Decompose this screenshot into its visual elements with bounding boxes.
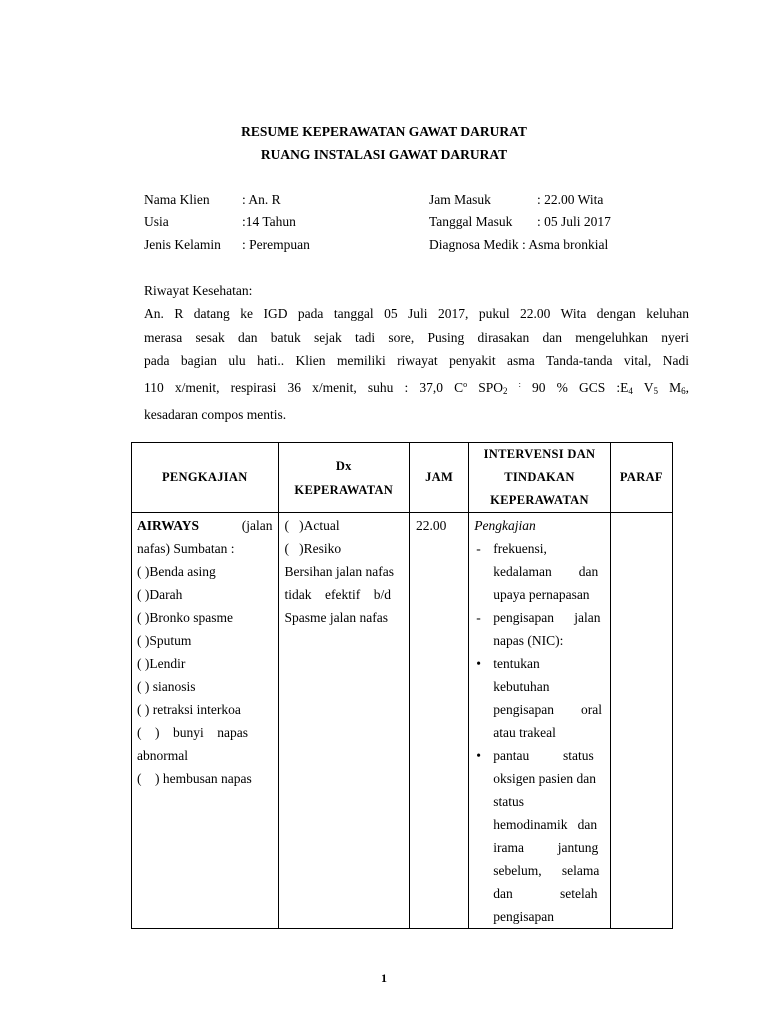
- patient-age-label: Usia: [144, 214, 169, 229]
- cell-jam: [410, 513, 469, 929]
- dx-text: Spasme jalan nafas: [284, 610, 388, 625]
- dx-text: tidak efektif b/d: [284, 587, 392, 602]
- patient-gender-value: : Perempuan: [242, 237, 310, 252]
- admission-time-row: [429, 192, 603, 208]
- jam-value: 22.00: [416, 518, 447, 533]
- patient-name-label: Nama Klien: [144, 192, 210, 207]
- cell-intervensi: [469, 513, 611, 929]
- history-line: merasa sesak dan batuk sejak tadi sore, Pusing dirasakan dan mengeluhkan nyeri: [144, 329, 689, 345]
- intervention-line: pantau status: [493, 748, 594, 763]
- gcs-e-sub: 4: [628, 385, 633, 396]
- degree-mark: o: [463, 379, 468, 389]
- table-header-row: [132, 443, 673, 513]
- patient-age-value: :14 Tahun: [242, 214, 296, 229]
- obstruction-label: nafas) Sumbatan :: [137, 541, 235, 556]
- intervention-heading: Pengkajian: [474, 518, 536, 533]
- patient-age-row: [144, 214, 296, 230]
- checklist-item: ( ) retraksi interkoa: [137, 702, 241, 717]
- header-dx: [278, 443, 409, 513]
- header-intervensi: [469, 443, 611, 513]
- dx-option: ( )Actual: [284, 518, 340, 533]
- intervention-line: kebutuhan: [493, 679, 550, 694]
- gcs-tail: ,: [685, 379, 689, 395]
- checklist-item-cont: abnormal: [137, 748, 188, 763]
- header-dx-line1: Dx: [335, 458, 352, 473]
- admission-date-row: [429, 214, 611, 230]
- gcs-v-sub: 5: [653, 385, 658, 396]
- patient-gender-row: [144, 237, 310, 253]
- history-heading: Riwayat Kesehatan:: [144, 283, 253, 298]
- checklist-item: ( )Benda asing: [137, 564, 216, 579]
- intervention-line: sebelum, selama: [493, 863, 600, 878]
- diagnosis-value: : Asma bronkial: [521, 237, 609, 252]
- header-int-line3: KEPERAWATAN: [490, 493, 589, 507]
- admission-time-label: Jam Masuk: [429, 192, 491, 207]
- checklist-item: ( ) sianosis: [137, 679, 196, 694]
- intervention-line: tentukan: [493, 656, 540, 671]
- intervention-line: hemodinamik dan: [493, 817, 598, 832]
- intervention-line: status: [493, 794, 524, 809]
- intervention-bullet-item: [474, 652, 604, 744]
- header-int-line2: TINDAKAN: [504, 470, 575, 484]
- airways-rest: (jalan: [241, 518, 273, 533]
- intervention-line: atau trakeal: [493, 725, 556, 740]
- patient-name-row: [144, 192, 281, 208]
- intervention-line: pengisapan oral: [493, 702, 602, 717]
- document-title: RESUME KEPERAWATAN GAWAT DARURAT: [241, 124, 527, 139]
- history-paragraph: [144, 302, 689, 427]
- nursing-table: [131, 442, 673, 929]
- airways-label: AIRWAYS: [137, 518, 200, 533]
- history-line: An. R datang ke IGD pada tanggal 05 Juli 2017, pukul 22.00 Wita dengan keluhan: [144, 306, 689, 321]
- dx-text: Bersihan jalan nafas: [284, 564, 394, 579]
- gcs-text: 90 % GCS :E: [520, 379, 629, 395]
- airways-line: [137, 514, 273, 537]
- intervention-line: upaya pernapasan: [493, 587, 590, 602]
- dx-option: ( )Resiko: [284, 541, 342, 556]
- bullet-marker: •: [476, 656, 481, 671]
- diagnosis-label: Diagnosa Medik: [429, 237, 519, 252]
- table-row: [132, 513, 673, 929]
- diagnosis-row: [429, 237, 608, 253]
- spo-sub: 2: [502, 385, 508, 396]
- checklist-item: ( ) hembusan napas: [137, 771, 252, 786]
- dash-marker: -: [476, 541, 481, 556]
- gcs-v: V: [632, 379, 654, 395]
- intervention-line: pengisapan: [493, 909, 554, 924]
- cell-paraf: [610, 513, 672, 929]
- header-int-line1: INTERVENSI DAN: [483, 447, 596, 461]
- checklist-item: ( )Bronko spasme: [137, 610, 233, 625]
- cell-pengkajian: [132, 513, 279, 929]
- history-line: kesadaran compos mentis.: [144, 407, 287, 422]
- intervention-line: dan setelah: [493, 886, 598, 901]
- cell-dx: [278, 513, 409, 929]
- admission-time-value: : 22.00 Wita: [537, 192, 604, 207]
- admission-date-label: Tanggal Masuk: [429, 214, 513, 229]
- intervention-bullet-item: [474, 744, 604, 928]
- intervention-line: irama jantung: [493, 840, 599, 855]
- header-dx-line2: KEPERAWATAN: [294, 482, 394, 497]
- spo-label: SPO: [467, 379, 503, 395]
- dash-marker: -: [476, 610, 481, 625]
- checklist-item: ( )Darah: [137, 587, 183, 602]
- patient-gender-label: Jenis Kelamin: [144, 237, 221, 252]
- admission-date-value: : 05 Juli 2017: [537, 214, 611, 229]
- header-pengkajian: PENGKAJIAN: [132, 443, 279, 513]
- history-line: pada bagian ulu hati.. Klien memiliki riwayat penyakit asma Tanda-tanda vital, Nadi: [144, 353, 689, 368]
- intervention-line: kedalaman dan: [493, 564, 599, 579]
- spo-colon: :: [518, 379, 521, 389]
- header-paraf: PARAF: [610, 443, 672, 513]
- intervention-dash-item: [474, 537, 604, 606]
- intervention-line: oksigen pasien dan: [493, 771, 596, 786]
- bullet-marker: •: [476, 748, 481, 763]
- vitals-text: 110 x/menit, respirasi 36 x/menit, suhu : 37,0 C: [144, 379, 464, 395]
- checklist-item: ( )Lendir: [137, 656, 186, 671]
- intervention-line: napas (NIC):: [493, 633, 564, 648]
- history-line-vitals: [144, 373, 689, 404]
- page-number: 1: [381, 971, 387, 985]
- gcs-m-sub: 6: [681, 385, 686, 396]
- header-jam: JAM: [410, 443, 469, 513]
- intervention-line: pengisapan jalan: [493, 610, 601, 625]
- intervention-dash-item: [474, 606, 604, 652]
- patient-name-value: : An. R: [242, 192, 281, 207]
- document-subtitle: RUANG INSTALASI GAWAT DARURAT: [260, 147, 508, 162]
- checklist-item: ( ) bunyi napas: [137, 725, 248, 740]
- gcs-m: M: [657, 379, 682, 395]
- intervention-line: frekuensi,: [493, 541, 547, 556]
- checklist-item: ( )Sputum: [137, 633, 192, 648]
